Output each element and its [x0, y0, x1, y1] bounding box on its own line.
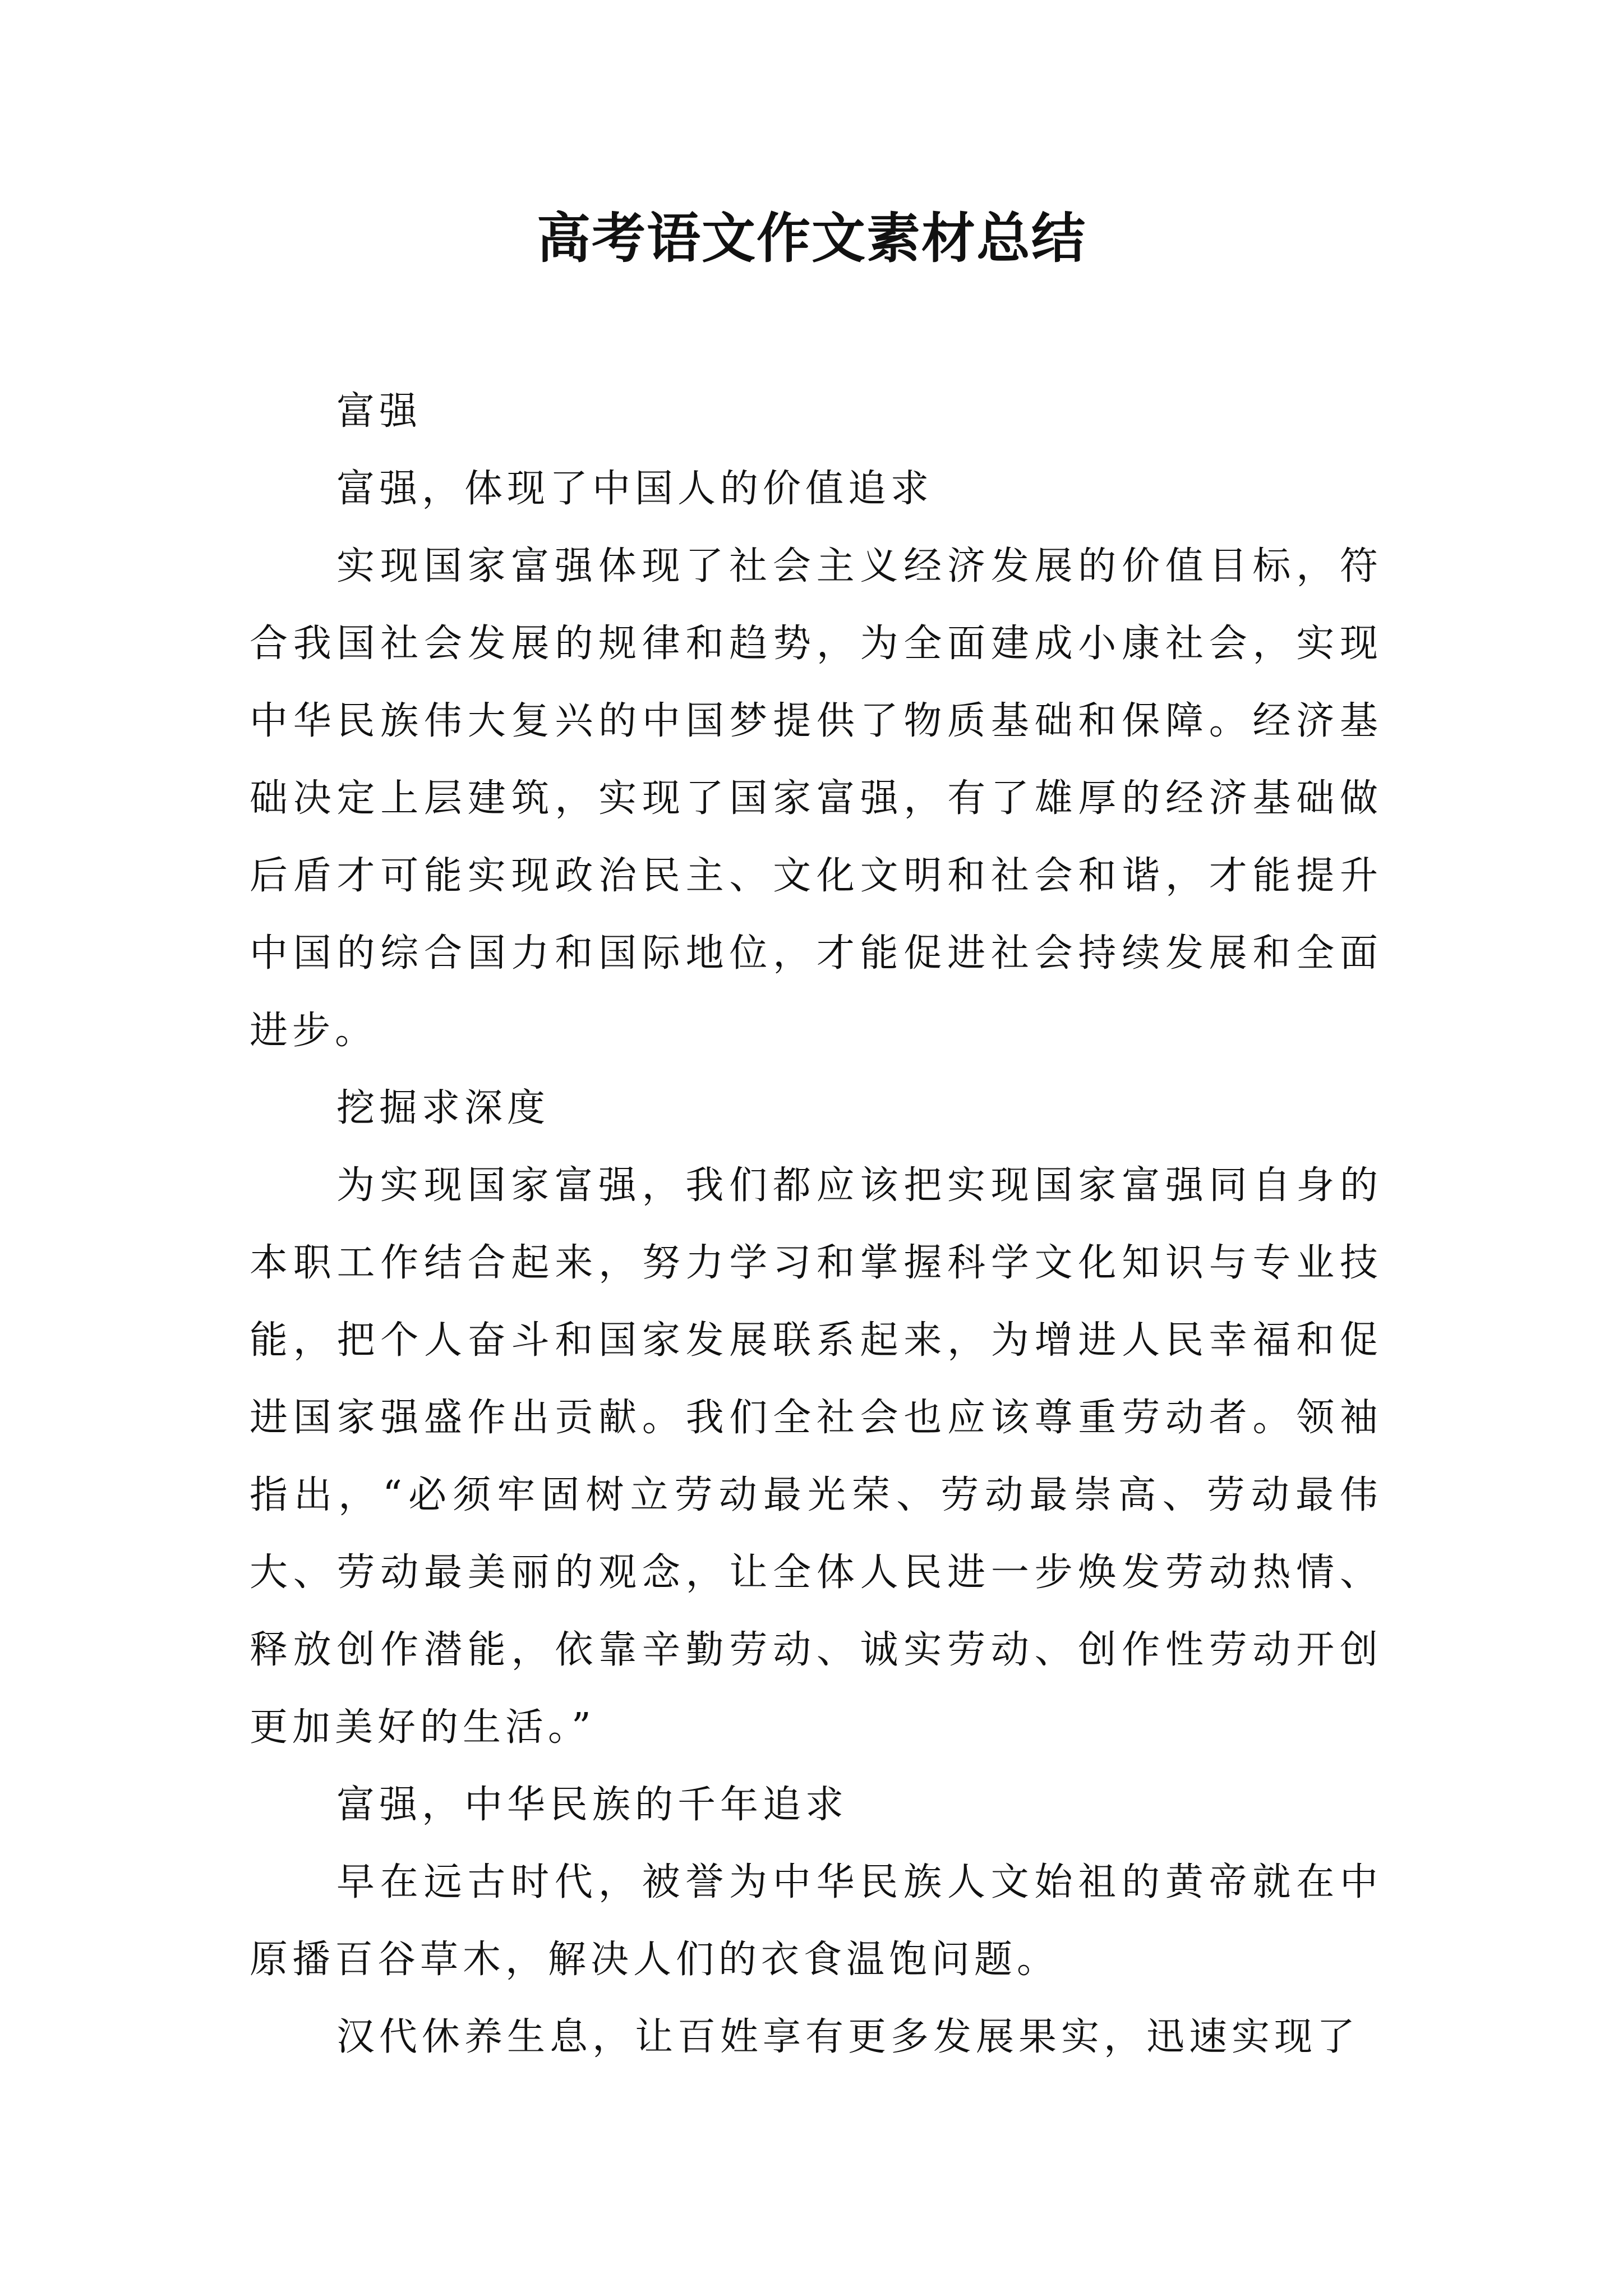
subheading: 富强，体现了中国人的价值追求: [336, 467, 934, 511]
section-heading: 富强: [336, 389, 422, 434]
document-body: [250, 373, 1382, 2076]
body-paragraph: 实现国家富强体现了社会主义经济发展的价值目标，符合我国社会发展的规律和趋势，为全面建成小康社会，实现中华民族伟大复兴的中国梦提供了物质基础和保障。经济基础决定上层建筑，实现了国家富强，有了雄厚的经济基础做后盾才可能实现政治民主、文化文明和社会和谐，才能提升中国的综合国力和国际地位，才能促进社会持续发展和全面进步。: [250, 544, 1382, 1053]
subheading: 富强，中华民族的千年追求: [336, 1783, 849, 1827]
body-paragraph: 早在远古时代，被誉为中华民族人文始祖的黄帝就在中原播百谷草木，解决人们的衣食温饱问题。: [250, 1860, 1382, 1982]
body-paragraph: 汉代休养生息，让百姓享有更多发展果实，迅速实现了: [336, 2015, 1360, 2059]
subheading: 挖掘求深度: [336, 1086, 550, 1130]
body-paragraph: 为实现国家富强，我们都应该把实现国家富强同自身的本职工作结合起来，努力学习和掌握科学文化知识与专业技能，把个人奋斗和国家发展联系起来，为增进人民幸福和促进国家强盛作出贡献。我们全社会也应该尊重劳动者。领袖指出，“必须牢固树立劳动最光荣、劳动最崇高、劳动最伟大、劳动最美丽的观念，让全体人民进一步焕发劳动热情、释放创作潜能，依靠辛勤劳动、诚实劳动、创作性劳动开创更加美好的生活。”: [250, 1163, 1382, 1750]
document-title: 高考语文作文素材总结: [537, 206, 1086, 270]
